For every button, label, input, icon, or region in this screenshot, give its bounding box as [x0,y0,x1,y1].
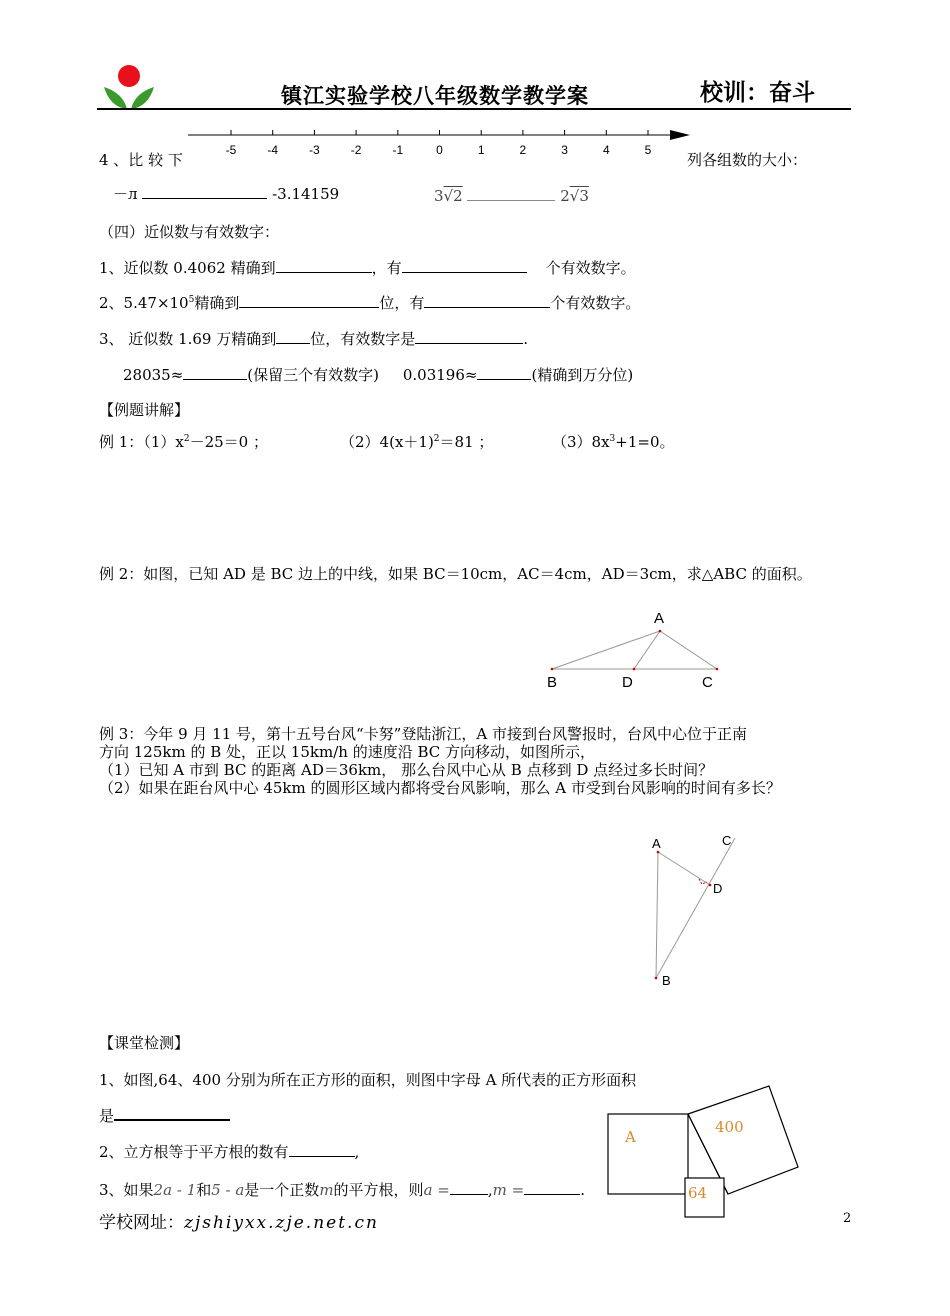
number-line [180,124,700,164]
example-3-line-3: （1）已知 A 市到 BC 的距离 AD＝36km， 那么台风中心从 B 点移到 D 点经过多长时间？ [99,761,714,779]
approx-q4: 28035≈ (保留三个有效数字) 0.03196≈ (精确到万分位) [123,366,634,384]
answer-blank[interactable] [239,293,379,308]
example-2: 例 2：如图，已知 AD 是 BC 边上的中线，如果 BC＝10cm，AC＝4cm，AD＝3cm，求△ABC 的面积。 [99,565,812,583]
point-label-c: C [722,833,732,848]
number-line-tick-label: -1 [392,143,404,157]
answer-blank[interactable] [142,184,267,199]
school-motto: 校训：奋斗 [700,79,815,106]
typhoon-figure [640,828,750,994]
answer-blank[interactable] [467,186,555,201]
answer-blank[interactable] [183,365,247,380]
triangle-abc-figure [540,605,730,693]
example-3-line-4: （2）如果在距台风中心 45km 的圆形区域内都将受台风影响，那么 A 市受到台风影响的时间有多长？ [99,779,781,797]
number-line-tick-label: 0 [436,143,443,157]
answer-blank[interactable] [415,329,523,344]
number-line-tick-label: 1 [477,143,485,157]
example-1: 例 1：$(1)x^2-25=0$ ； [99,433,268,451]
number-line-tick-label: -5 [225,143,237,157]
header-rule [97,108,851,110]
compare-pair-2: 3√2 2√3 [434,187,589,205]
answer-blank[interactable] [402,258,527,273]
answer-blank[interactable] [450,1180,488,1195]
example-3-line-2: 方向 125km 的 B 处，正以 15km/h 的速度沿 BC 方向移动，如图所示， [99,743,596,761]
compare-question-label: 4 、比 较 下 [99,151,183,169]
school-title: 镇江实验学校八年级数学教学案 [281,83,589,108]
number-line-tick-label: -4 [267,143,279,157]
section-heading-approx: （四）近似数与有效数字： [99,223,280,241]
school-logo [100,63,158,113]
examples-heading: 【例题讲解】 [99,401,190,419]
number-line-tick-label: 5 [644,143,652,157]
answer-blank[interactable] [114,1105,230,1121]
point-label-b: B [662,973,671,988]
answer-blank[interactable] [276,258,372,273]
number-line-tick-label: 3 [561,143,568,157]
point-label-d: D [622,674,633,691]
example-3-line-1: 例 3：今年 9 月 11 号，第十五号台风“卡努”登陆浙江，A 市接到台风警报时，台风中心位于正南 [99,725,747,743]
answer-blank[interactable] [524,1180,580,1195]
check-q3: 3、如果2a - 1和5 - a是一个正数m的平方根，则a = ,m = . [99,1181,585,1199]
square-label-64: 64 [688,1184,708,1202]
check-q2: 2、立方根等于平方根的数有 , [99,1143,360,1161]
squares-figure [605,1082,805,1220]
check-q1-line-1: 1、如图,64、400 分别为所在正方形的面积，则图中字母 A 所代表的正方形面积 [99,1071,637,1089]
check-heading: 【课堂检测】 [99,1034,190,1052]
number-line-tick-label: -3 [309,143,320,157]
point-label-c: C [702,674,713,691]
footer-site-label: 学校网址： [99,1213,184,1233]
approx-q3: 3、 近似数 1.69 万精确到 位，有效数字是 . [99,330,529,348]
square-label-a: A [625,1128,636,1146]
footer-site-url[interactable]: zjshiyxx.zje.net.cn [184,1213,379,1233]
neg-pi: －л [113,185,138,203]
example-1-part-3: $(3)8x^3+1=0$。 [552,433,675,451]
square-label-400: 400 [715,1118,744,1136]
answer-blank[interactable] [424,293,550,308]
check-q1-line-2: 是 [99,1105,230,1126]
number-line-tick-label: 4 [602,143,610,157]
page-number: 2 [843,1211,852,1226]
point-label-d: D [713,881,723,896]
example-1-part-2: $(2)4(x+1)^2=81$ ； [340,433,494,451]
compare-pair-1 [113,183,339,204]
footer-site [99,1208,379,1233]
point-label-a: A [654,610,665,627]
compare-question-tail: 列各组数的大小： [687,151,808,169]
number-line-tick-label: -2 [350,143,362,157]
approx-q1: 1、近似数 0.4062 精确到 ，有 个有效数字。 [99,259,636,277]
value-3-14159: -3.14159 [272,185,340,203]
approx-q2: 2、$5.47\times 10^5$精确到 位，有 个有效数字。 [99,294,641,312]
answer-blank[interactable] [477,365,531,380]
point-label-a: A [652,836,661,851]
answer-blank[interactable] [276,329,310,344]
number-line-tick-label: 2 [519,143,527,157]
answer-blank[interactable] [289,1142,355,1157]
point-label-b: B [547,674,558,691]
